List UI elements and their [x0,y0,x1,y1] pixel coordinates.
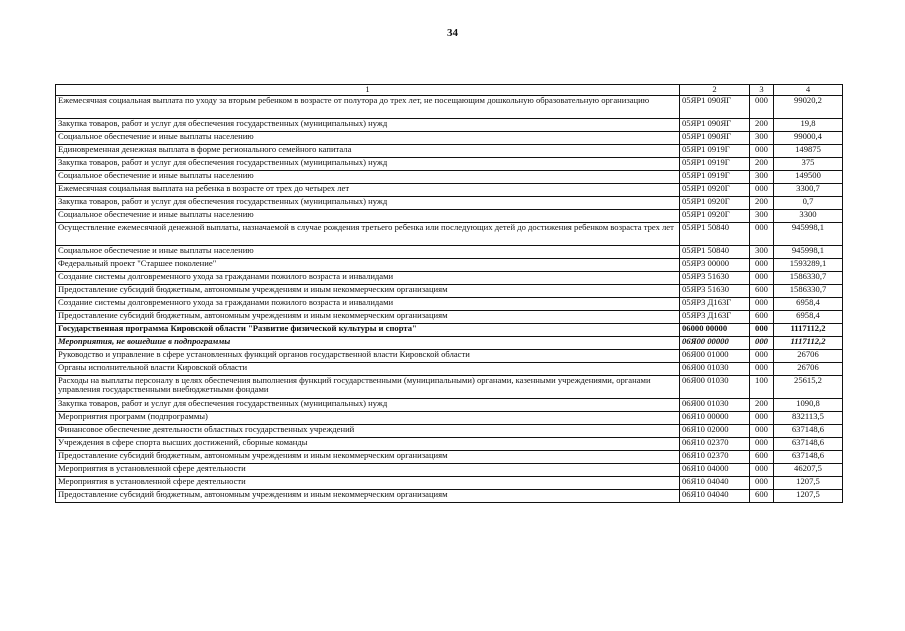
row-name-cell: Закупка товаров, работ и услуг для обеспечения государственных (муниципальных) нужд [56,398,680,411]
row-type-cell: 000 [750,362,774,375]
row-amount-cell: 3300 [774,209,843,222]
row-code-cell: 05ЯР1 0919Г [680,144,750,157]
table-row [56,476,843,489]
row-type-cell: 300 [750,245,774,258]
row-type-cell: 000 [750,222,774,245]
row-type-cell: 000 [750,476,774,489]
row-code-cell: 05ЯР1 50840 [680,222,750,245]
row-amount-cell: 1586330,7 [774,271,843,284]
row-amount-cell: 6958,4 [774,297,843,310]
row-name-cell: Ежемесячная социальная выплата на ребенка в возрасте от трех до четырех лет [56,183,680,196]
row-type-cell: 000 [750,183,774,196]
table-row [56,284,843,297]
row-amount-cell: 26706 [774,349,843,362]
row-name-cell: Единовременная денежная выплата в форме регионального семейного капитала [56,144,680,157]
row-name-cell: Мероприятия, не вошедшие в подпрограммы [56,336,680,349]
row-type-cell: 600 [750,310,774,323]
row-type-cell: 200 [750,196,774,209]
row-name-cell: Предоставление субсидий бюджетным, автономным учреждениям и иным некоммерческим организациям [56,284,680,297]
table-row [56,362,843,375]
row-amount-cell: 1593289,1 [774,258,843,271]
row-code-cell: 06Я10 02370 [680,437,750,450]
table-row [56,450,843,463]
row-type-cell: 000 [750,144,774,157]
row-code-cell: 05ЯР1 0920Г [680,209,750,222]
row-amount-cell: 1207,5 [774,476,843,489]
row-name-cell: Социальное обеспечение и иные выплаты населению [56,170,680,183]
row-amount-cell: 832113,5 [774,411,843,424]
row-code-cell: 06Я10 04040 [680,476,750,489]
row-type-cell: 000 [750,271,774,284]
row-code-cell: 06Я10 04000 [680,463,750,476]
row-code-cell: 05ЯР1 0919Г [680,170,750,183]
row-code-cell: 06Я00 01030 [680,362,750,375]
row-amount-cell: 0,7 [774,196,843,209]
row-type-cell: 300 [750,170,774,183]
table-row [56,323,843,336]
row-type-cell: 100 [750,375,774,398]
table-row [56,258,843,271]
row-name-cell: Создание системы долговременного ухода за гражданами пожилого возраста и инвалидами [56,271,680,284]
row-amount-cell: 1090,8 [774,398,843,411]
row-name-cell: Закупка товаров, работ и услуг для обеспечения государственных (муниципальных) нужд [56,157,680,170]
header-type-column: 3 [750,85,774,96]
row-amount-cell: 945998,1 [774,222,843,245]
row-amount-cell: 945998,1 [774,245,843,258]
table-row [56,437,843,450]
row-name-cell: Расходы на выплаты персоналу в целях обеспечения выполнения функций государственными (муниципальными) органами, казенными учреждениями, органами управления государственными внебюджетными фондами [56,375,680,398]
table-row [56,424,843,437]
row-amount-cell: 46207,5 [774,463,843,476]
table-row [56,463,843,476]
table-row [56,336,843,349]
row-amount-cell: 637148,6 [774,450,843,463]
table-row [56,398,843,411]
row-code-cell: 05ЯР3 Д163Г [680,310,750,323]
row-type-cell: 300 [750,131,774,144]
row-code-cell: 05ЯР1 50840 [680,245,750,258]
row-amount-cell: 1586330,7 [774,284,843,297]
row-code-cell: 06000 00000 [680,323,750,336]
table-row [56,95,843,118]
row-code-cell: 05ЯР3 00000 [680,258,750,271]
row-name-cell: Ежемесячная социальная выплата по уходу за вторым ребенком в возрасте от полутора до трех лет, не посещающим дошкольную образовательную организацию [56,95,680,118]
row-name-cell: Социальное обеспечение и иные выплаты населению [56,209,680,222]
row-type-cell: 000 [750,349,774,362]
row-amount-cell: 99000,4 [774,131,843,144]
row-type-cell: 600 [750,284,774,297]
table-row [56,131,843,144]
row-code-cell: 05ЯР3 51630 [680,284,750,297]
row-type-cell: 200 [750,398,774,411]
row-amount-cell: 3300,7 [774,183,843,196]
row-type-cell: 000 [750,424,774,437]
row-name-cell: Закупка товаров, работ и услуг для обеспечения государственных (муниципальных) нужд [56,118,680,131]
row-name-cell: Создание системы долговременного ухода за гражданами пожилого возраста и инвалидами [56,297,680,310]
row-type-cell: 000 [750,95,774,118]
row-amount-cell: 149875 [774,144,843,157]
page-number: 34 [447,27,458,39]
table-row [56,144,843,157]
row-name-cell: Мероприятия в установленной сфере деятельности [56,476,680,489]
table-row [56,245,843,258]
row-name-cell: Органы исполнительной власти Кировской области [56,362,680,375]
row-type-cell: 000 [750,411,774,424]
row-code-cell: 06Я00 00000 [680,336,750,349]
table-row [56,196,843,209]
row-type-cell: 000 [750,463,774,476]
row-code-cell: 06Я10 00000 [680,411,750,424]
header-code-column: 2 [680,85,750,96]
row-amount-cell: 26706 [774,362,843,375]
row-code-cell: 06Я00 01000 [680,349,750,362]
row-code-cell: 05ЯР3 51630 [680,271,750,284]
row-code-cell: 06Я00 01030 [680,375,750,398]
row-name-cell: Учреждения в сфере спорта высших достижений, сборные команды [56,437,680,450]
table-row [56,310,843,323]
row-amount-cell: 25615,2 [774,375,843,398]
budget-table [55,84,843,503]
row-type-cell: 000 [750,336,774,349]
table-row [56,297,843,310]
row-amount-cell: 6958,4 [774,310,843,323]
row-name-cell: Социальное обеспечение и иные выплаты населению [56,131,680,144]
header-amount-column: 4 [774,85,843,96]
row-code-cell: 06Я10 02000 [680,424,750,437]
row-name-cell: Социальное обеспечение и иные выплаты населению [56,245,680,258]
row-type-cell: 600 [750,489,774,502]
row-name-cell: Руководство и управление в сфере установленных функций органов государственной власти Кировской области [56,349,680,362]
row-amount-cell: 1117112,2 [774,336,843,349]
row-type-cell: 600 [750,450,774,463]
row-name-cell: Федеральный проект "Старшее поколение" [56,258,680,271]
table-row [56,349,843,362]
row-name-cell: Предоставление субсидий бюджетным, автономным учреждениям и иным некоммерческим организациям [56,450,680,463]
row-name-cell: Государственная программа Кировской области "Развитие физической культуры и спорта" [56,323,680,336]
row-name-cell: Предоставление субсидий бюджетным, автономным учреждениям и иным некоммерческим организациям [56,489,680,502]
row-amount-cell: 375 [774,157,843,170]
row-code-cell: 05ЯР3 Д163Г [680,297,750,310]
table-row [56,489,843,502]
table-header-row [56,85,843,96]
row-name-cell: Мероприятия программ (подпрограммы) [56,411,680,424]
row-amount-cell: 1207,5 [774,489,843,502]
table-row [56,118,843,131]
table-row [56,271,843,284]
table-row [56,411,843,424]
row-name-cell: Закупка товаров, работ и услуг для обеспечения государственных (муниципальных) нужд [56,196,680,209]
row-code-cell: 05ЯР1 090ЯГ [680,118,750,131]
row-type-cell: 000 [750,297,774,310]
row-amount-cell: 637148,6 [774,437,843,450]
row-name-cell: Осуществление ежемесячной денежной выплаты, назначаемой в случае рождения третьего ребенка или последующих детей до достижения ребенком возраста трех лет [56,222,680,245]
row-type-cell: 200 [750,118,774,131]
row-code-cell: 05ЯР1 0919Г [680,157,750,170]
table-body [56,95,843,502]
row-amount-cell: 19,8 [774,118,843,131]
row-code-cell: 06Я00 01030 [680,398,750,411]
table-row [56,375,843,398]
row-amount-cell: 1117112,2 [774,323,843,336]
table-row [56,157,843,170]
table-row [56,183,843,196]
row-code-cell: 06Я10 02370 [680,450,750,463]
row-type-cell: 000 [750,437,774,450]
row-code-cell: 05ЯР1 090ЯГ [680,95,750,118]
table-row [56,209,843,222]
header-name-column: 1 [56,85,680,96]
row-name-cell: Предоставление субсидий бюджетным, автономным учреждениям и иным некоммерческим организациям [56,310,680,323]
row-amount-cell: 149500 [774,170,843,183]
row-code-cell: 05ЯР1 0920Г [680,183,750,196]
row-type-cell: 000 [750,323,774,336]
row-name-cell: Мероприятия в установленной сфере деятельности [56,463,680,476]
row-amount-cell: 637148,6 [774,424,843,437]
row-type-cell: 300 [750,209,774,222]
row-code-cell: 05ЯР1 090ЯГ [680,131,750,144]
row-type-cell: 000 [750,258,774,271]
row-type-cell: 200 [750,157,774,170]
table-row [56,170,843,183]
row-amount-cell: 99020,2 [774,95,843,118]
row-code-cell: 05ЯР1 0920Г [680,196,750,209]
table-row [56,222,843,245]
row-code-cell: 06Я10 04040 [680,489,750,502]
row-name-cell: Финансовое обеспечение деятельности областных государственных учреждений [56,424,680,437]
